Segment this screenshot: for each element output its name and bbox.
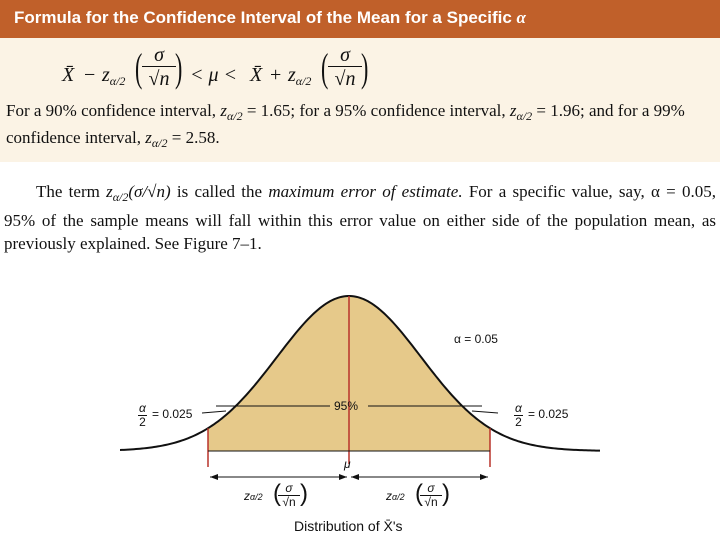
normal-distribution-figure: [120, 282, 600, 540]
formula-xbar-right: X̄: [250, 64, 263, 86]
tail-right-two: 2: [515, 415, 522, 429]
note-z-3: z: [145, 128, 152, 147]
body-term-sub: α/2: [112, 190, 129, 204]
formula-xbar-left: X̄: [62, 64, 75, 86]
note-sub-3: α/2: [151, 136, 168, 150]
error-right-z-sub: α/2: [392, 492, 405, 502]
center-percent-label: 95%: [334, 399, 359, 413]
formula-z-right-letter: z: [288, 64, 296, 86]
formula-z-left: [102, 64, 125, 89]
formula-z-left-sub: α/2: [109, 74, 126, 88]
critical-values-note: [6, 100, 714, 154]
note-text-2: = 1.65; for a 95% confidence interval,: [242, 101, 510, 120]
formula-z-right: [288, 64, 311, 89]
tail-leader-right: [472, 411, 498, 413]
formula-paren-open-left: (: [134, 45, 143, 90]
error-arrow-left-head-left: [210, 474, 218, 480]
error-left-paren-open: (: [273, 480, 281, 507]
error-right-sqrt-n: √n: [424, 495, 438, 509]
error-arrow-right-head-left: [351, 474, 359, 480]
error-arrow-left-head-right: [339, 474, 347, 480]
figure-caption: Distribution of X̄'s: [294, 518, 403, 534]
formula-paren-close-right: ): [360, 45, 369, 90]
formula-fraction-left: [142, 44, 176, 91]
tail-left-value: = 0.025: [152, 407, 193, 421]
formula-paren-close-left: ): [174, 45, 183, 90]
formula-paren-open-right: (: [320, 45, 329, 90]
mu-label: μ: [344, 457, 351, 471]
formula-sigma-left: σ: [142, 44, 176, 67]
error-right-paren-close: ): [442, 480, 450, 507]
error-right-z: [386, 489, 405, 503]
note-z-1: z: [220, 101, 227, 120]
note-sub-2: α/2: [516, 109, 533, 123]
error-arrow-right-head-right: [480, 474, 488, 480]
note-text-3: = 1.96; and for a 99% confidence interval,: [6, 101, 685, 147]
formula-lt-mu-lt: < μ <: [190, 64, 238, 86]
body-term-rest: (σ/√n): [128, 182, 171, 201]
body-term-z: z: [106, 182, 113, 201]
error-right-paren-open: (: [415, 480, 423, 507]
formula-box: [0, 38, 720, 162]
formula-sqrt-n-right: √n: [334, 68, 356, 90]
error-left-z-sub: α/2: [250, 492, 263, 502]
tail-left-two: 2: [139, 415, 146, 429]
body-paragraph: [4, 180, 716, 255]
header-title-symbol: α: [516, 8, 526, 27]
formula-z-left-letter: z: [102, 64, 110, 86]
formula-sqrt-n-left: √n: [148, 68, 170, 90]
note-text-1: For a 90% confidence interval,: [6, 101, 221, 120]
formula-plus: +: [270, 64, 282, 86]
header-bar: [0, 0, 720, 38]
body-text-3: For a specific value, say, α = 0.05, 95% of the sample means will fall within this error value on either side of the population mean, as previously explained. See Figure 7–1.: [4, 182, 716, 253]
tail-right-alpha: α: [515, 401, 522, 415]
error-left-sigma: σ: [278, 482, 300, 496]
error-right-sigma: σ: [420, 482, 442, 496]
note-z-2: z: [509, 101, 517, 120]
tail-right-value: = 0.025: [528, 407, 569, 421]
note-text-4: = 2.58.: [167, 128, 220, 147]
header-title-text: Formula for the Confidence Interval of the Mean for a Specific: [14, 8, 512, 27]
note-sub-1: α/2: [226, 109, 243, 123]
error-right-z-letter: z: [386, 489, 392, 503]
body-text-2: is called the: [170, 182, 269, 201]
error-left-z: [244, 489, 263, 503]
tail-left-alpha: α: [139, 401, 146, 415]
alpha-label: α = 0.05: [454, 332, 498, 346]
header-title: [14, 8, 526, 28]
formula-fraction-right: [328, 44, 362, 91]
tail-left-fraction: [138, 402, 147, 429]
formula-sigma-right: σ: [328, 44, 362, 67]
tail-leader-left: [202, 411, 226, 413]
body-text-1: The term: [36, 182, 107, 201]
error-left-sqrt-n: √n: [282, 495, 296, 509]
error-left-fraction: [278, 482, 300, 509]
formula-z-right-sub: α/2: [295, 74, 312, 88]
body-emphasis: maximum error of estimate.: [268, 182, 463, 201]
error-right-fraction: [420, 482, 442, 509]
error-left-z-letter: z: [244, 489, 250, 503]
tail-right-fraction: [514, 402, 523, 429]
error-left-paren-close: ): [300, 480, 308, 507]
formula-minus: −: [84, 64, 96, 86]
